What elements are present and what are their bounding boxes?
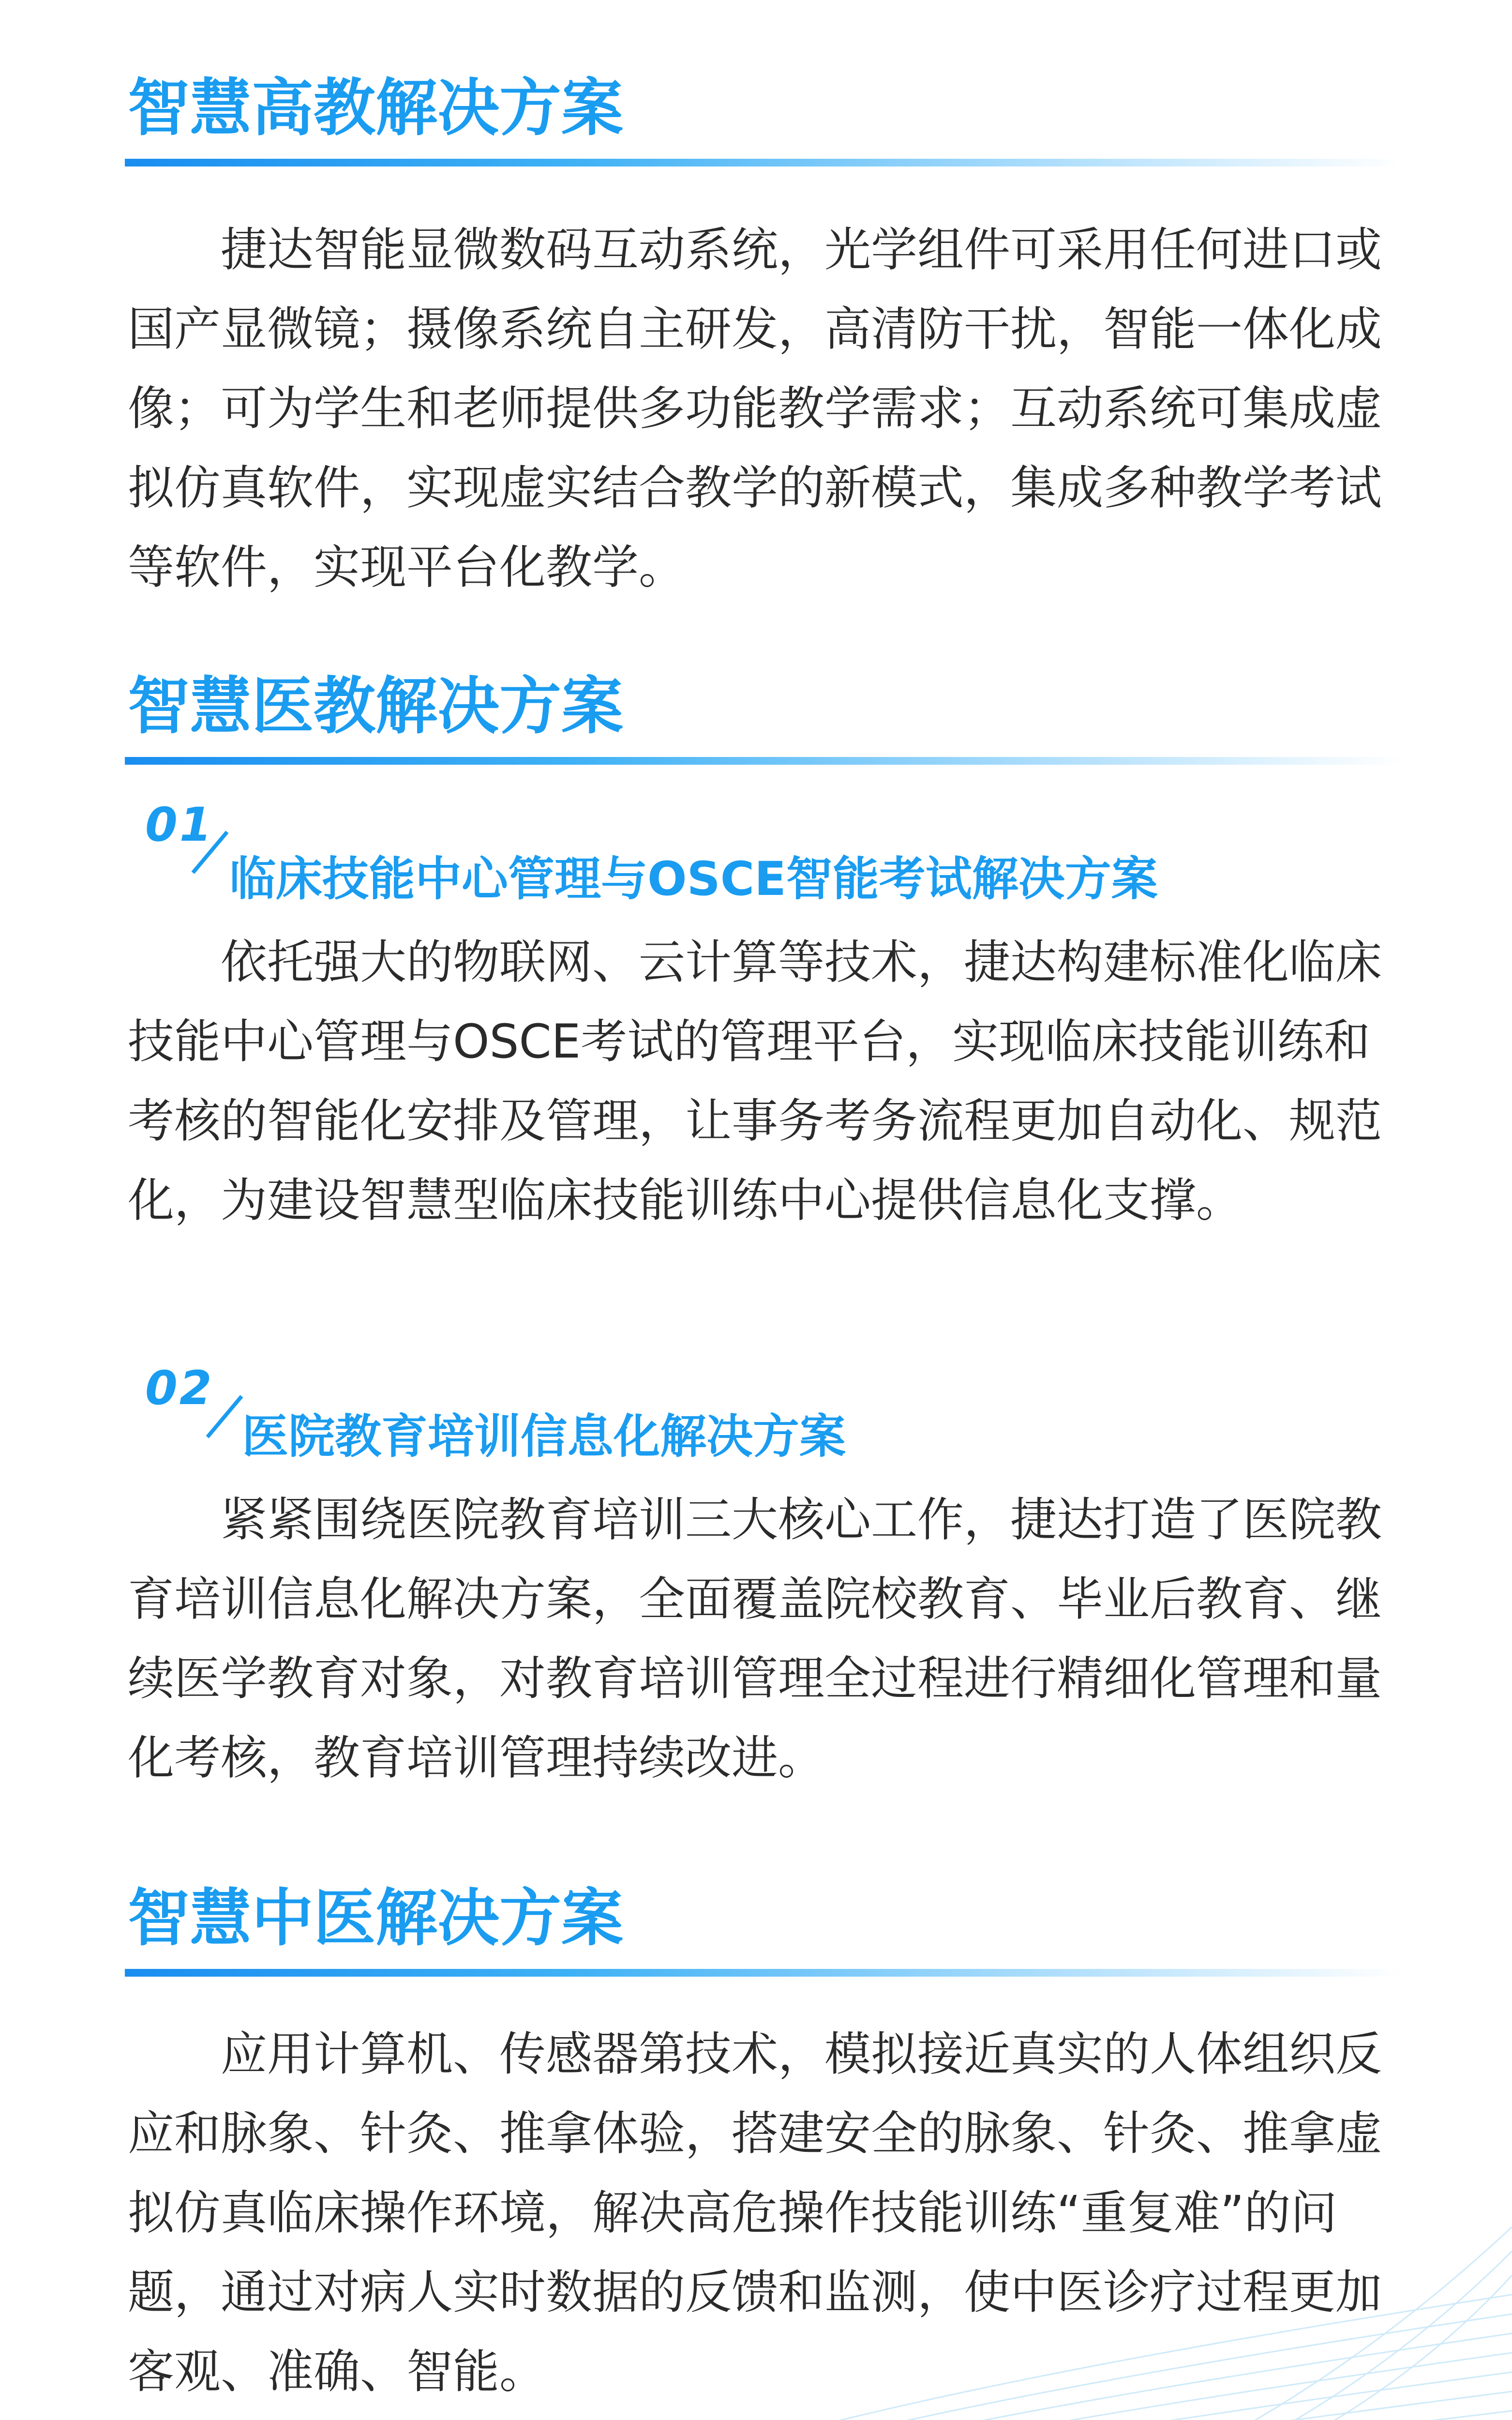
section-body-higher-ed: 捷达智能显微数码互动系统，光学组件可采用任何进口或国产显微镜；摄像系统自主研发，高清防干扰，智能一体化成像；可为学生和老师提供多功能教学需求；互动系统可集成虚拟仿真软件，实现虚实结合教学的新模式，集成多种教学考试等软件，实现平台化教学。 xyxy=(128,223,1382,594)
section-divider-higher-ed xyxy=(125,159,1402,166)
item-body-02: 紧紧围绕医院教育培训三大核心工作，捷达打造了医院教育培训信息化解决方案，全面覆盖院校教育、毕业后教育、继续医学教育对象，对教育培训管理全过程进行精细化管理和量化考核，教育培训管理持续改进。 xyxy=(128,1493,1382,1785)
item-title-02: 医院教育培训信息化解决方案 xyxy=(242,1409,846,1464)
item-body-01: 依托强大的物联网、云计算等技术，捷达构建标准化临床技能中心管理与OSCE考试的管理平台，实现临床技能训练和考核的智能化安排及管理，让事务考务流程更加自动化、规范化，为建设智慧型临床技能训练中心提供信息化支撑。 xyxy=(128,935,1382,1227)
section-divider-medical-ed xyxy=(125,757,1402,765)
section-divider-tcm xyxy=(125,1969,1402,1977)
section-title-medical-ed: 智慧医教解决方案 xyxy=(128,670,624,742)
item-title-01: 临床技能中心管理与OSCE智能考试解决方案 xyxy=(229,852,1158,906)
section-body-tcm: 应用计算机、传感器第技术，模拟接近真实的人体组织反应和脉象、针灸、推拿体验，搭建安全的脉象、针灸、推拿虚拟仿真临床操作环境，解决高危操作技能训练“重复难”的问题，通过对病人实时数据的反馈和监测，使中医诊疗过程更加客观、准确、智能。 xyxy=(128,2027,1382,2399)
item-number-02: 02 xyxy=(145,1361,214,1415)
section-title-tcm: 智慧中医解决方案 xyxy=(128,1882,624,1954)
decorative-wave-lines xyxy=(448,2024,1512,2420)
section-title-higher-ed: 智慧高教解决方案 xyxy=(128,72,624,144)
item-number-01: 01 xyxy=(145,798,214,852)
